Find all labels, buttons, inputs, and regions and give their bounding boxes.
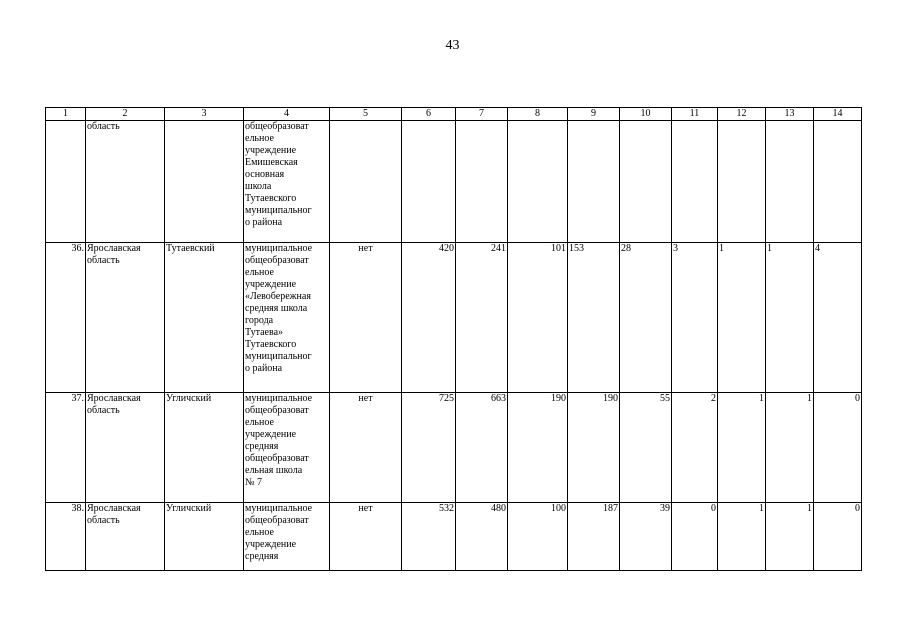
col9-cell: 153: [568, 243, 620, 393]
institution-cell: муниципальное общеобразоват ельное учреждение средняя: [244, 503, 330, 571]
col7-cell: 663: [456, 393, 508, 503]
col11-cell: 2: [672, 393, 718, 503]
col8-cell: 101: [508, 243, 568, 393]
region-cell: Ярославская область: [86, 503, 165, 571]
data-table: [45, 107, 862, 571]
col5-cell: нет: [330, 243, 402, 393]
col10-cell: 55: [620, 393, 672, 503]
column-header-2: 2: [86, 108, 165, 121]
institution-cell: общеобразоват ельное учреждение Емишевская основная школа Тутаевского муниципальног о района: [244, 121, 330, 243]
col14-cell: 0: [814, 393, 862, 503]
district-cell: Тутаевский: [165, 243, 244, 393]
col10-cell: 28: [620, 243, 672, 393]
col7-cell: 480: [456, 503, 508, 571]
page-number: 43: [445, 38, 460, 53]
row-number-cell: 37.: [46, 393, 86, 503]
col9-cell: [568, 121, 620, 243]
header-row: [46, 108, 862, 121]
column-header-4: 4: [244, 108, 330, 121]
institution-cell: муниципальное общеобразоват ельное учреждение средняя общеобразоват ельная школа № 7: [244, 393, 330, 503]
col12-cell: 1: [718, 243, 766, 393]
col13-cell: 1: [766, 503, 814, 571]
col11-cell: [672, 121, 718, 243]
column-header-6: 6: [402, 108, 456, 121]
col12-cell: 1: [718, 393, 766, 503]
table-row: [46, 121, 862, 243]
col13-cell: [766, 121, 814, 243]
col10-cell: [620, 121, 672, 243]
col9-cell: 190: [568, 393, 620, 503]
institution-cell: муниципальное общеобразоват ельное учреждение «Левобережная средняя школа города Тутаева» Тутаевского муниципальног о района: [244, 243, 330, 393]
col6-cell: 420: [402, 243, 456, 393]
column-header-3: 3: [165, 108, 244, 121]
col11-cell: 0: [672, 503, 718, 571]
column-header-11: 11: [672, 108, 718, 121]
column-header-14: 14: [814, 108, 862, 121]
col14-cell: 0: [814, 503, 862, 571]
row-number-cell: [46, 121, 86, 243]
district-cell: Угличский: [165, 393, 244, 503]
column-header-8: 8: [508, 108, 568, 121]
col8-cell: 190: [508, 393, 568, 503]
row-number-cell: 38.: [46, 503, 86, 571]
col12-cell: [718, 121, 766, 243]
col8-cell: 100: [508, 503, 568, 571]
col11-cell: 3: [672, 243, 718, 393]
col6-cell: [402, 121, 456, 243]
col8-cell: [508, 121, 568, 243]
table-row: [46, 503, 862, 571]
table-row: [46, 393, 862, 503]
row-number-cell: 36.: [46, 243, 86, 393]
district-cell: [165, 121, 244, 243]
column-header-13: 13: [766, 108, 814, 121]
region-cell: Ярославская область: [86, 393, 165, 503]
col5-cell: нет: [330, 503, 402, 571]
table-row: [46, 243, 862, 393]
column-header-5: 5: [330, 108, 402, 121]
col13-cell: 1: [766, 243, 814, 393]
col5-cell: нет: [330, 393, 402, 503]
column-header-12: 12: [718, 108, 766, 121]
column-header-10: 10: [620, 108, 672, 121]
col12-cell: 1: [718, 503, 766, 571]
col5-cell: [330, 121, 402, 243]
col14-cell: [814, 121, 862, 243]
col10-cell: 39: [620, 503, 672, 571]
region-cell: Ярославская область: [86, 243, 165, 393]
district-cell: Угличский: [165, 503, 244, 571]
col6-cell: 725: [402, 393, 456, 503]
col7-cell: 241: [456, 243, 508, 393]
column-header-1: 1: [46, 108, 86, 121]
col9-cell: 187: [568, 503, 620, 571]
col14-cell: 4: [814, 243, 862, 393]
column-header-9: 9: [568, 108, 620, 121]
col7-cell: [456, 121, 508, 243]
region-cell: область: [86, 121, 165, 243]
col13-cell: 1: [766, 393, 814, 503]
col6-cell: 532: [402, 503, 456, 571]
column-header-7: 7: [456, 108, 508, 121]
